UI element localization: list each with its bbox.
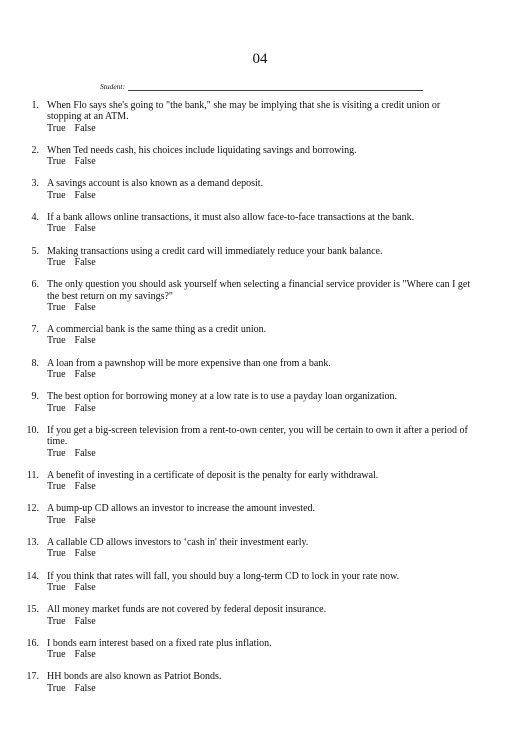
question-number: 7. [31, 324, 39, 336]
question-text: If you get a big-screen television from a rent-to-own center, you will be certain to own it after a period of time. [47, 424, 468, 448]
option-false[interactable]: False [74, 447, 96, 459]
question-number: 6. [31, 279, 39, 291]
question-item [0, 671, 520, 694]
question-number: 17. [26, 671, 39, 683]
option-true[interactable]: True [47, 156, 66, 168]
question-number: 13. [26, 537, 39, 549]
option-false[interactable]: False [74, 514, 96, 526]
question-number: 11. [26, 469, 39, 481]
option-false[interactable]: False [74, 402, 96, 414]
true-false-options [47, 369, 520, 380]
question-item [0, 358, 520, 381]
option-true[interactable]: True [47, 481, 66, 493]
option-true[interactable]: True [47, 682, 66, 694]
question-text: A commercial bank is the same thing as a credit union. [47, 324, 267, 336]
question-number: 12. [26, 503, 39, 515]
true-false-options [47, 335, 520, 346]
true-false-options [47, 616, 520, 627]
question-number: 15. [26, 604, 39, 616]
option-false[interactable]: False [74, 335, 96, 347]
option-true[interactable]: True [47, 369, 66, 381]
option-true[interactable]: True [47, 223, 66, 235]
option-false[interactable]: False [74, 256, 96, 268]
option-false[interactable]: False [74, 156, 96, 168]
option-true[interactable]: True [47, 122, 66, 134]
question-item [0, 212, 520, 235]
option-false[interactable]: False [74, 615, 96, 627]
true-false-options [47, 649, 520, 660]
true-false-options [47, 481, 520, 492]
option-true[interactable]: True [47, 335, 66, 347]
question-item [0, 246, 520, 269]
option-false[interactable]: False [74, 189, 96, 201]
question-text: A bump-up CD allows an investor to increase the amount invested. [47, 503, 316, 515]
student-label: Student: [100, 82, 125, 91]
question-item [0, 100, 520, 134]
true-false-options [47, 515, 520, 526]
option-true[interactable]: True [47, 301, 66, 313]
question-number: 3. [31, 178, 39, 190]
question-item [0, 425, 520, 459]
true-false-options [47, 123, 520, 134]
option-false[interactable]: False [74, 682, 96, 694]
true-false-options [47, 302, 520, 313]
true-false-options [47, 403, 520, 414]
option-true[interactable]: True [47, 256, 66, 268]
question-text: Making transactions using a credit card will immediately reduce your bank balance. [47, 245, 383, 257]
question-item [0, 178, 520, 201]
question-text: A benefit of investing in a certificate of deposit is the penalty for early withdrawal. [47, 469, 379, 481]
question-text: A callable CD allows investors to ‘cash in' their investment early. [47, 537, 309, 549]
student-name-line[interactable] [128, 83, 423, 91]
question-number: 2. [31, 144, 39, 156]
question-text: When Flo says she's going to "the bank," she may be implying that she is visiting a credit union or stopping at an ATM. [47, 100, 441, 123]
option-true[interactable]: True [47, 581, 66, 593]
question-number: 16. [26, 637, 39, 649]
question-number: 8. [31, 357, 39, 369]
question-number: 1. [31, 100, 39, 111]
question-text: If a bank allows online transactions, it must also allow face-to-face transactions at the bank. [47, 212, 415, 224]
question-item [0, 279, 520, 313]
question-item [0, 391, 520, 414]
question-item [0, 638, 520, 661]
option-true[interactable]: True [47, 514, 66, 526]
page-title: 04 [252, 51, 268, 67]
true-false-options [47, 257, 520, 268]
question-number: 4. [31, 212, 39, 224]
option-true[interactable]: True [47, 649, 66, 661]
true-false-options [47, 582, 520, 593]
question-text: When Ted needs cash, his choices include liquidating savings and borrowing. [47, 144, 357, 156]
true-false-options [47, 156, 520, 167]
option-false[interactable]: False [74, 649, 96, 661]
option-false[interactable]: False [74, 122, 96, 134]
question-item [0, 571, 520, 594]
question-text: HH bonds are also known as Patriot Bonds. [47, 671, 222, 683]
question-text: A loan from a pawnshop will be more expensive than one from a bank. [47, 357, 331, 369]
true-false-options [47, 223, 520, 234]
question-text: A savings account is also known as a demand deposit. [47, 178, 264, 190]
question-item [0, 470, 520, 493]
question-number: 9. [31, 391, 39, 403]
question-item [0, 145, 520, 168]
question-text: I bonds earn interest based on a fixed rate plus inflation. [47, 637, 272, 649]
option-false[interactable]: False [74, 548, 96, 560]
true-false-options [47, 548, 520, 559]
question-item [0, 324, 520, 347]
question-number: 14. [26, 570, 39, 582]
question-text: The only question you should ask yourself when selecting a financial service provider is "Where can I get the best return on my savings?" [47, 279, 471, 302]
student-name-field[interactable] [100, 82, 423, 91]
question-text: All money market funds are not covered by federal deposit insurance. [47, 604, 327, 616]
question-item [0, 604, 520, 627]
question-list [0, 100, 520, 705]
option-false[interactable]: False [74, 581, 96, 593]
question-item [0, 537, 520, 560]
option-true[interactable]: True [47, 189, 66, 201]
option-true[interactable]: True [47, 402, 66, 414]
true-false-options [47, 683, 520, 694]
question-text: The best option for borrowing money at a low rate is to use a payday loan organization. [47, 391, 397, 403]
option-false[interactable]: False [74, 301, 96, 313]
option-true[interactable]: True [47, 548, 66, 560]
question-text: If you think that rates will fall, you should buy a long-term CD to lock in your rate now. [47, 570, 400, 582]
question-item [0, 503, 520, 526]
question-number: 5. [31, 245, 39, 257]
option-false[interactable]: False [74, 481, 96, 493]
option-true[interactable]: True [47, 447, 66, 459]
option-false[interactable]: False [74, 369, 96, 381]
true-false-options [47, 190, 520, 201]
option-true[interactable]: True [47, 615, 66, 627]
question-number: 10. [26, 424, 39, 436]
true-false-options [47, 448, 520, 459]
option-false[interactable]: False [74, 223, 96, 235]
